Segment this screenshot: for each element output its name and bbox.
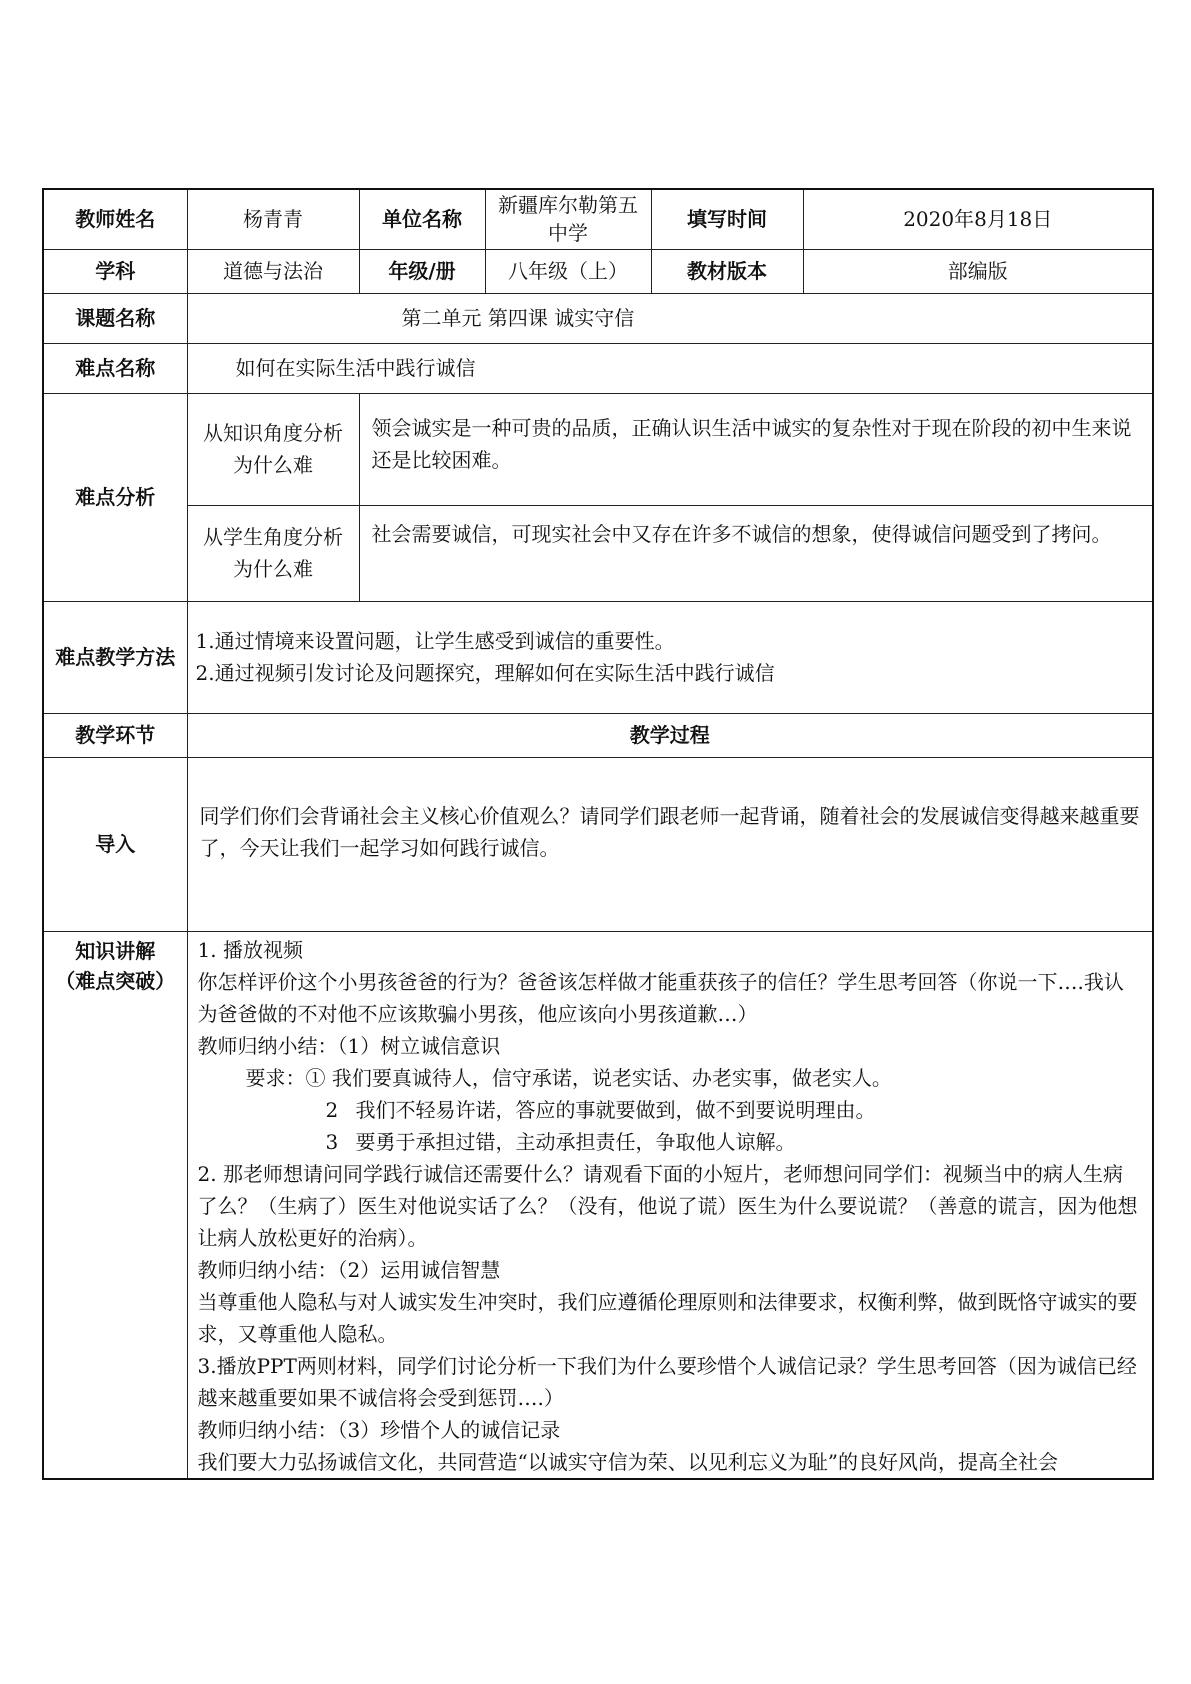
knowledge-row xyxy=(43,931,1153,1479)
grade-label: 年级/册 xyxy=(359,249,485,293)
item-text: 我们不轻易许诺，答应的事就要做到，做不到要说明理由。 xyxy=(355,1097,876,1122)
analysis-row-knowledge xyxy=(43,393,1153,505)
method-line-1: 1.通过情境来设置问题，让学生感受到诚信的重要性。 xyxy=(195,629,675,653)
method-line-2: 2.通过视频引发讨论及问题探究，理解如何在实际生活中践行诚信 xyxy=(195,661,775,685)
difficulty-label: 难点名称 xyxy=(43,343,187,393)
method-label: 难点教学方法 xyxy=(43,601,187,713)
process-header-row xyxy=(43,713,1153,757)
date-label: 填写时间 xyxy=(651,189,803,249)
header-row-2 xyxy=(43,249,1153,293)
process-label: 教学过程 xyxy=(187,713,1153,757)
unit-value: 新疆库尔勒第五中学 xyxy=(485,189,651,249)
grade-value: 八年级（上） xyxy=(485,249,651,293)
knowledge-line: 1. 播放视频 xyxy=(197,937,303,962)
analysis-label: 难点分析 xyxy=(43,393,187,601)
item-text: 要勇于承担过错，主动承担责任，争取他人谅解。 xyxy=(355,1129,796,1154)
difficulty-row xyxy=(43,343,1153,393)
knowledge-line: 你怎样评价这个小男孩爸爸的行为？爸爸该怎样做才能重获孩子的信任？学生思考回答（你说一下….我认为爸爸做的不对他不应该欺骗小男孩，他应该向小男孩道歉…） xyxy=(197,969,1124,1026)
knowledge-angle-value: 领会诚实是一种可贵的品质，正确认识生活中诚实的复杂性对于现在阶段的初中生来说还是比较困难。 xyxy=(359,393,1153,505)
difficulty-value: 如何在实际生活中践行诚信 xyxy=(187,343,1153,393)
subject-label: 学科 xyxy=(43,249,187,293)
knowledge-line: 我们要大力弘扬诚信文化，共同营造“以诚实守信为荣、以见利忘义为耻”的良好风尚，提高全社会 xyxy=(197,1449,1058,1474)
date-value: 2020年8月18日 xyxy=(803,189,1153,249)
knowledge-line xyxy=(198,1126,1143,1158)
topic-value: 第二单元 第四课 诚实守信 xyxy=(187,293,1153,343)
unit-label: 单位名称 xyxy=(359,189,485,249)
knowledge-content xyxy=(187,931,1153,1479)
student-angle-label: 从学生角度分析为什么难 xyxy=(187,505,359,601)
knowledge-line: 教师归纳小结：（2）运用诚信智慧 xyxy=(197,1257,501,1282)
method-row xyxy=(43,601,1153,713)
item-number: 2 xyxy=(325,1097,339,1122)
intro-text: 同学们你们会背诵社会主义核心价值观么？请同学们跟老师一起背诵，随着社会的发展诚信变得越来越重要了，今天让我们一起学习如何践行诚信。 xyxy=(187,757,1153,931)
student-angle-value: 社会需要诚信，可现实社会中又存在许多不诚信的想象，使得诚信问题受到了拷问。 xyxy=(359,505,1153,601)
lesson-plan-sheet xyxy=(42,188,1152,1480)
intro-label: 导入 xyxy=(43,757,187,931)
edition-label: 教材版本 xyxy=(651,249,803,293)
lesson-plan-table xyxy=(42,188,1154,1480)
teacher-label: 教师姓名 xyxy=(43,189,187,249)
knowledge-line: 2. 那老师想请问同学践行诚信还需要什么？请观看下面的小短片，老师想问同学们：视频当中的病人生病了么？（生病了）医生对他说实话了么？（没有，他说了谎）医生为什么要说谎？（善意的谎言，因为他想让病人放松更好的治病）。 xyxy=(197,1161,1138,1250)
knowledge-line: 3.播放PPT两则材料，同学们讨论分析一下我们为什么要珍惜个人诚信记录？学生思考回答（因为诚信已经越来越重要如果不诚信将会受到惩罚….） xyxy=(197,1353,1137,1410)
knowledge-label: 知识讲解 xyxy=(75,938,156,963)
stage-label: 教学环节 xyxy=(43,713,187,757)
analysis-row-student xyxy=(43,505,1153,601)
knowledge-angle-label: 从知识角度分析为什么难 xyxy=(187,393,359,505)
knowledge-line: 教师归纳小结：（1）树立诚信意识 xyxy=(197,1033,501,1058)
knowledge-line: 当尊重他人隐私与对人诚实发生冲突时，我们应遵循伦理原则和法律要求，权衡利弊，做到既恪守诚实的要求，又尊重他人隐私。 xyxy=(197,1289,1138,1346)
topic-row xyxy=(43,293,1153,343)
knowledge-line xyxy=(198,1094,1143,1126)
topic-label: 课题名称 xyxy=(43,293,187,343)
knowledge-line: 要求：① 我们要真诚待人，信守承诺，说老实话、办老实事，做老实人。 xyxy=(245,1065,892,1090)
knowledge-line: 教师归纳小结：（3）珍惜个人的诚信记录 xyxy=(197,1417,561,1442)
knowledge-label-cell xyxy=(43,931,187,1479)
header-row-1 xyxy=(43,189,1153,249)
teacher-value: 杨青青 xyxy=(187,189,359,249)
subject-value: 道德与法治 xyxy=(187,249,359,293)
item-number: 3 xyxy=(325,1129,339,1154)
knowledge-sublabel: （难点突破） xyxy=(55,968,176,993)
edition-value: 部编版 xyxy=(803,249,1153,293)
method-value xyxy=(187,601,1153,713)
intro-row xyxy=(43,757,1153,931)
